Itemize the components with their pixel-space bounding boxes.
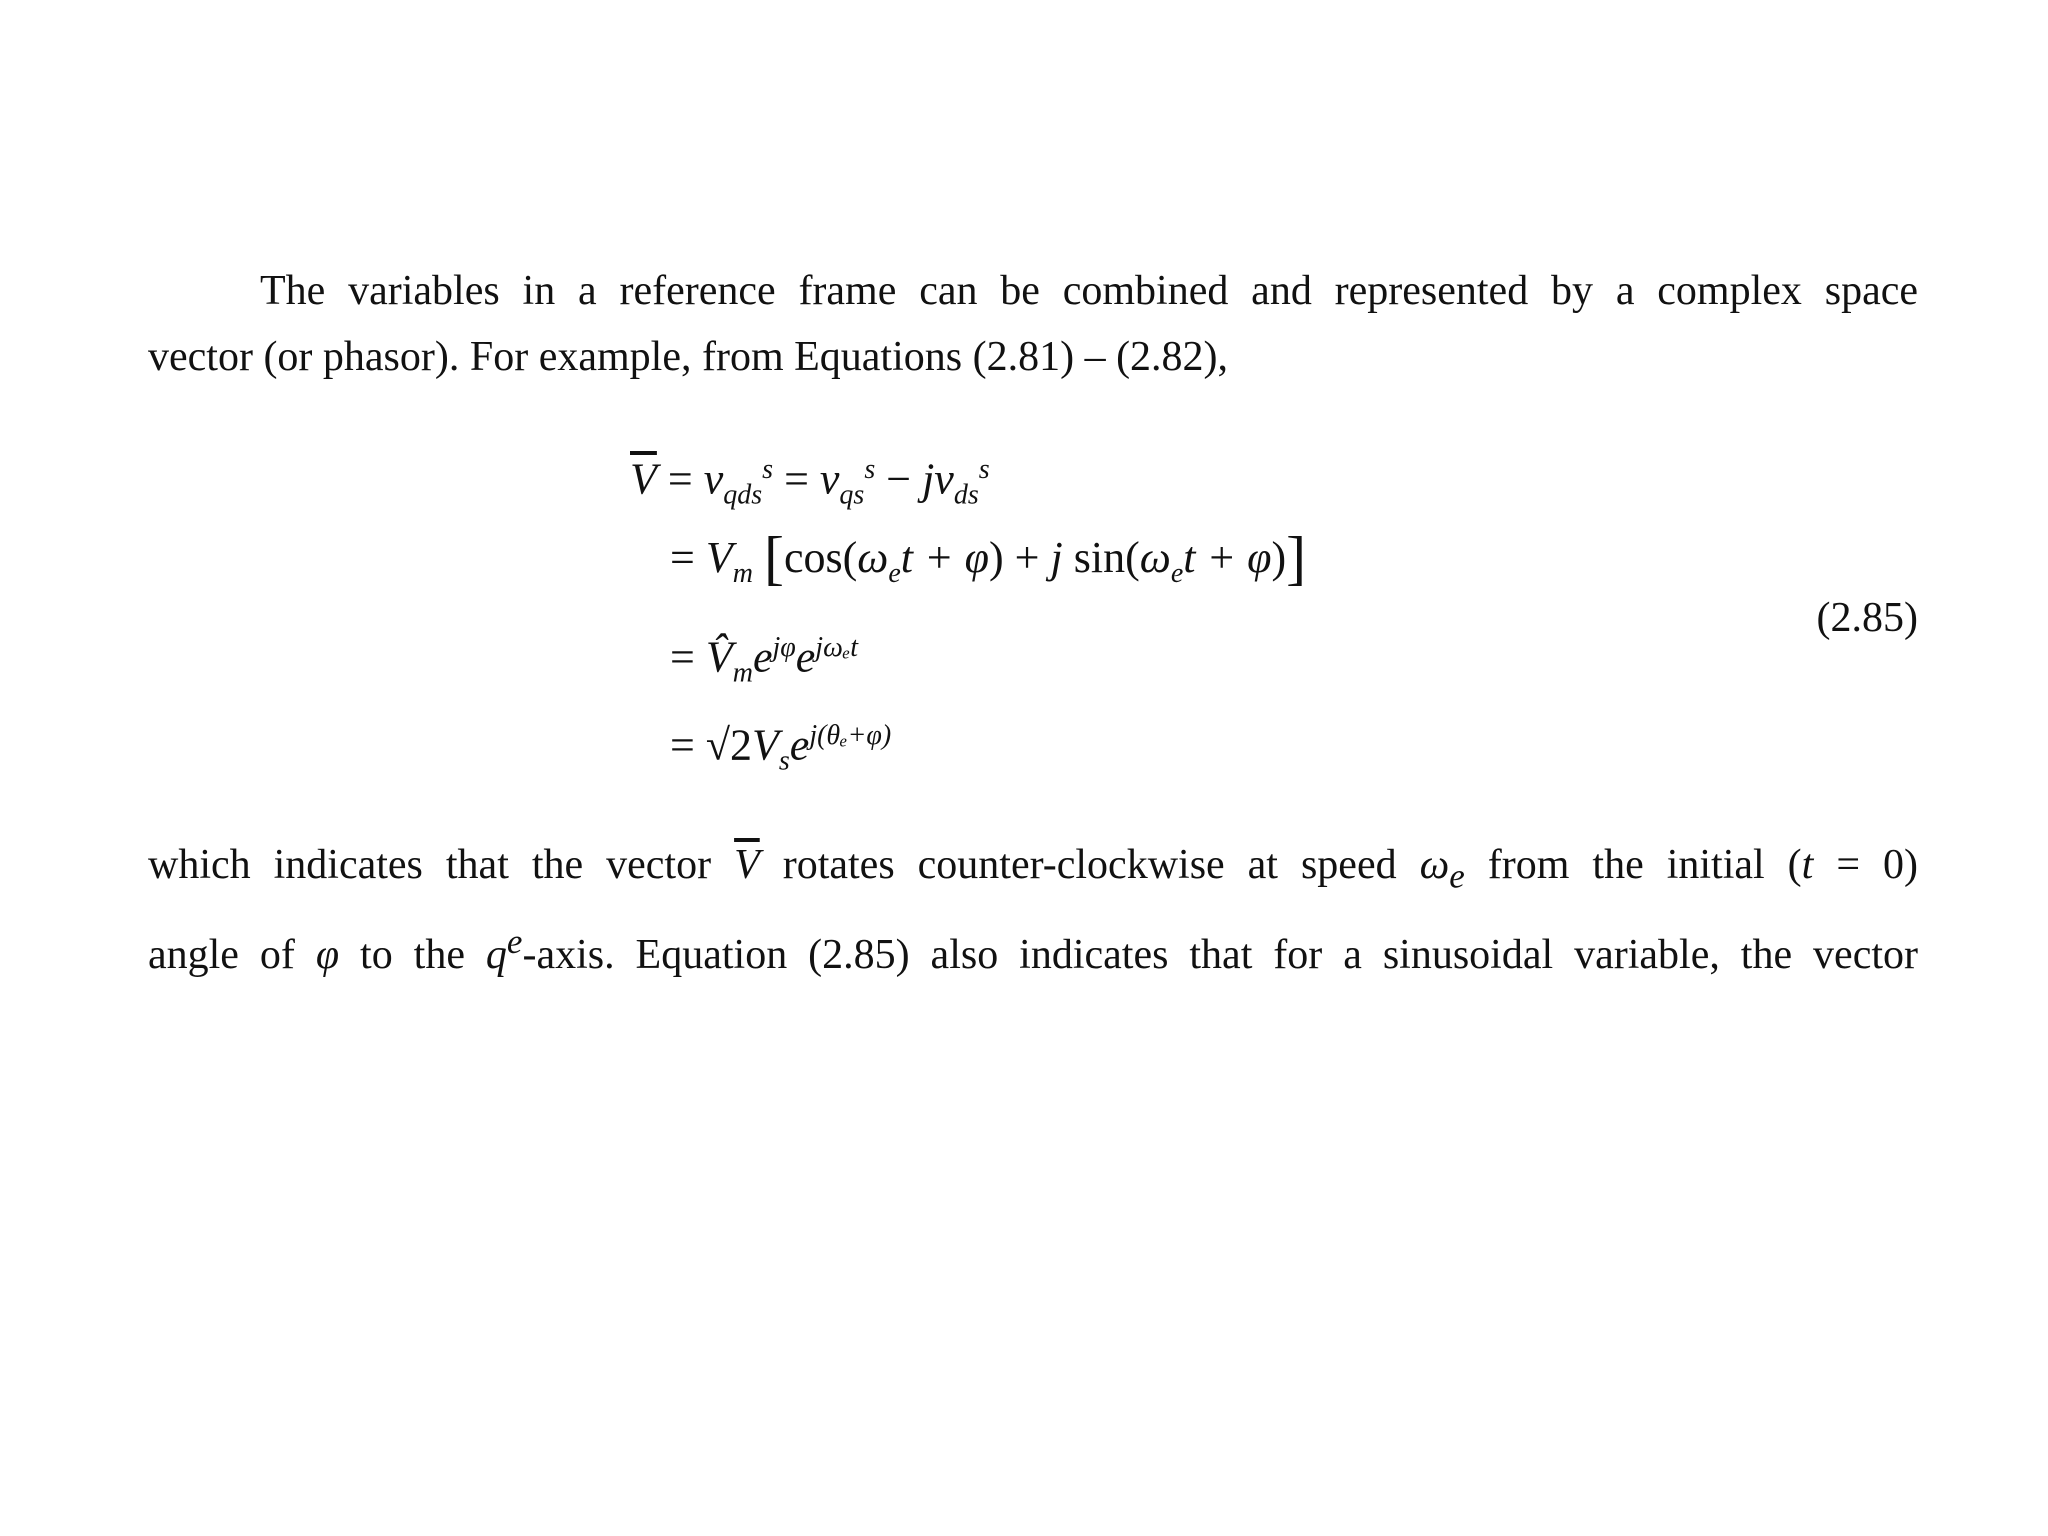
exponential-e: e — [752, 632, 773, 682]
text-run: angle of — [148, 932, 316, 979]
exponential-e: e — [789, 720, 810, 770]
omega-symbol: ω — [857, 533, 889, 582]
equals-sign: = — [670, 720, 706, 770]
vector-v-symbol: $\overline{V}$ — [630, 454, 657, 504]
eq-superscript: jφ — [772, 632, 796, 663]
paragraph-intro-line-2: vector (or phasor). For example, from Equations (2.81) – (2.82), — [148, 334, 1229, 380]
close-paren: ) — [1271, 533, 1287, 582]
sin-function: sin( — [1062, 533, 1140, 582]
equals-sign: = — [656, 454, 704, 504]
phi-symbol: φ — [315, 932, 340, 979]
eq-operator: ) + — [989, 533, 1051, 582]
eq-superscript: s — [762, 454, 774, 485]
eq-term: V — [751, 720, 779, 770]
text-run: which indicates that the vector — [148, 842, 735, 888]
vector-v-symbol: $\overline{V}$ — [734, 842, 760, 888]
text-run: = 0) — [1813, 842, 1918, 888]
eq-subscript: e — [1170, 557, 1184, 589]
text-run: -axis. Equation (2.85) also indicates that for a sinusoidal variable, the vector — [522, 932, 1918, 979]
eq-term: v — [819, 454, 840, 504]
paragraph-intro — [148, 258, 1918, 390]
eq-superscript: jωₑt — [815, 632, 858, 663]
equation-line-1 — [630, 440, 990, 525]
imaginary-unit: j — [1050, 533, 1063, 582]
equals-sign: = — [670, 533, 706, 582]
text-run: to the — [339, 932, 486, 979]
exponential-e: e — [795, 632, 816, 682]
paragraph-intro-line-1 — [148, 258, 1918, 324]
q-axis-symbol: q — [485, 932, 507, 979]
paragraph-explanation-line-2 — [148, 909, 1918, 988]
subscript: e — [1449, 856, 1465, 896]
v-hat-symbol: V̂ — [705, 632, 733, 682]
eq-term: jv — [922, 454, 954, 504]
eq-subscript: ds — [953, 479, 979, 511]
omega-symbol: ω — [1419, 842, 1450, 888]
text-run: rotates counter-clockwise at speed — [759, 842, 1420, 888]
equation-2-85 — [630, 440, 1918, 800]
paragraph-explanation — [148, 832, 1918, 988]
eq-subscript: m — [732, 557, 753, 589]
eq-subscript: m — [732, 657, 753, 689]
right-bracket: ] — [1286, 525, 1307, 591]
equation-line-2 — [670, 525, 1307, 604]
eq-superscript: j(θₑ+φ) — [809, 720, 892, 751]
paragraph-explanation-line-1 — [148, 832, 1918, 909]
minus-sign: − — [875, 454, 923, 504]
eq-term: t + φ — [1183, 533, 1272, 582]
text-run: from the initial ( — [1464, 842, 1802, 888]
equation-line-3 — [670, 618, 858, 703]
cos-function: cos( — [783, 533, 858, 582]
eq-subscript: qds — [723, 479, 763, 511]
omega-symbol: ω — [1139, 533, 1171, 582]
equals-sign: = — [670, 632, 706, 682]
eq-subscript: qs — [839, 479, 865, 511]
equation-number: (2.85) — [1816, 595, 1918, 641]
eq-term: V — [705, 533, 733, 582]
eq-subscript: s — [778, 745, 790, 777]
eq-superscript: s — [978, 454, 990, 485]
superscript: e — [506, 922, 523, 962]
left-bracket: [ — [763, 525, 784, 591]
sqrt-two: √2 — [705, 720, 752, 770]
eq-term: t + φ — [900, 533, 990, 582]
eq-superscript: s — [864, 454, 876, 485]
paragraph-intro-line-1-text: The variables in a reference frame can be combined and represented by a complex space — [260, 268, 1918, 314]
eq-subscript: e — [888, 557, 901, 589]
equals-sign: = — [773, 454, 820, 504]
time-symbol: t — [1801, 842, 1814, 888]
equation-line-4 — [670, 706, 891, 791]
eq-term: v — [703, 454, 724, 504]
